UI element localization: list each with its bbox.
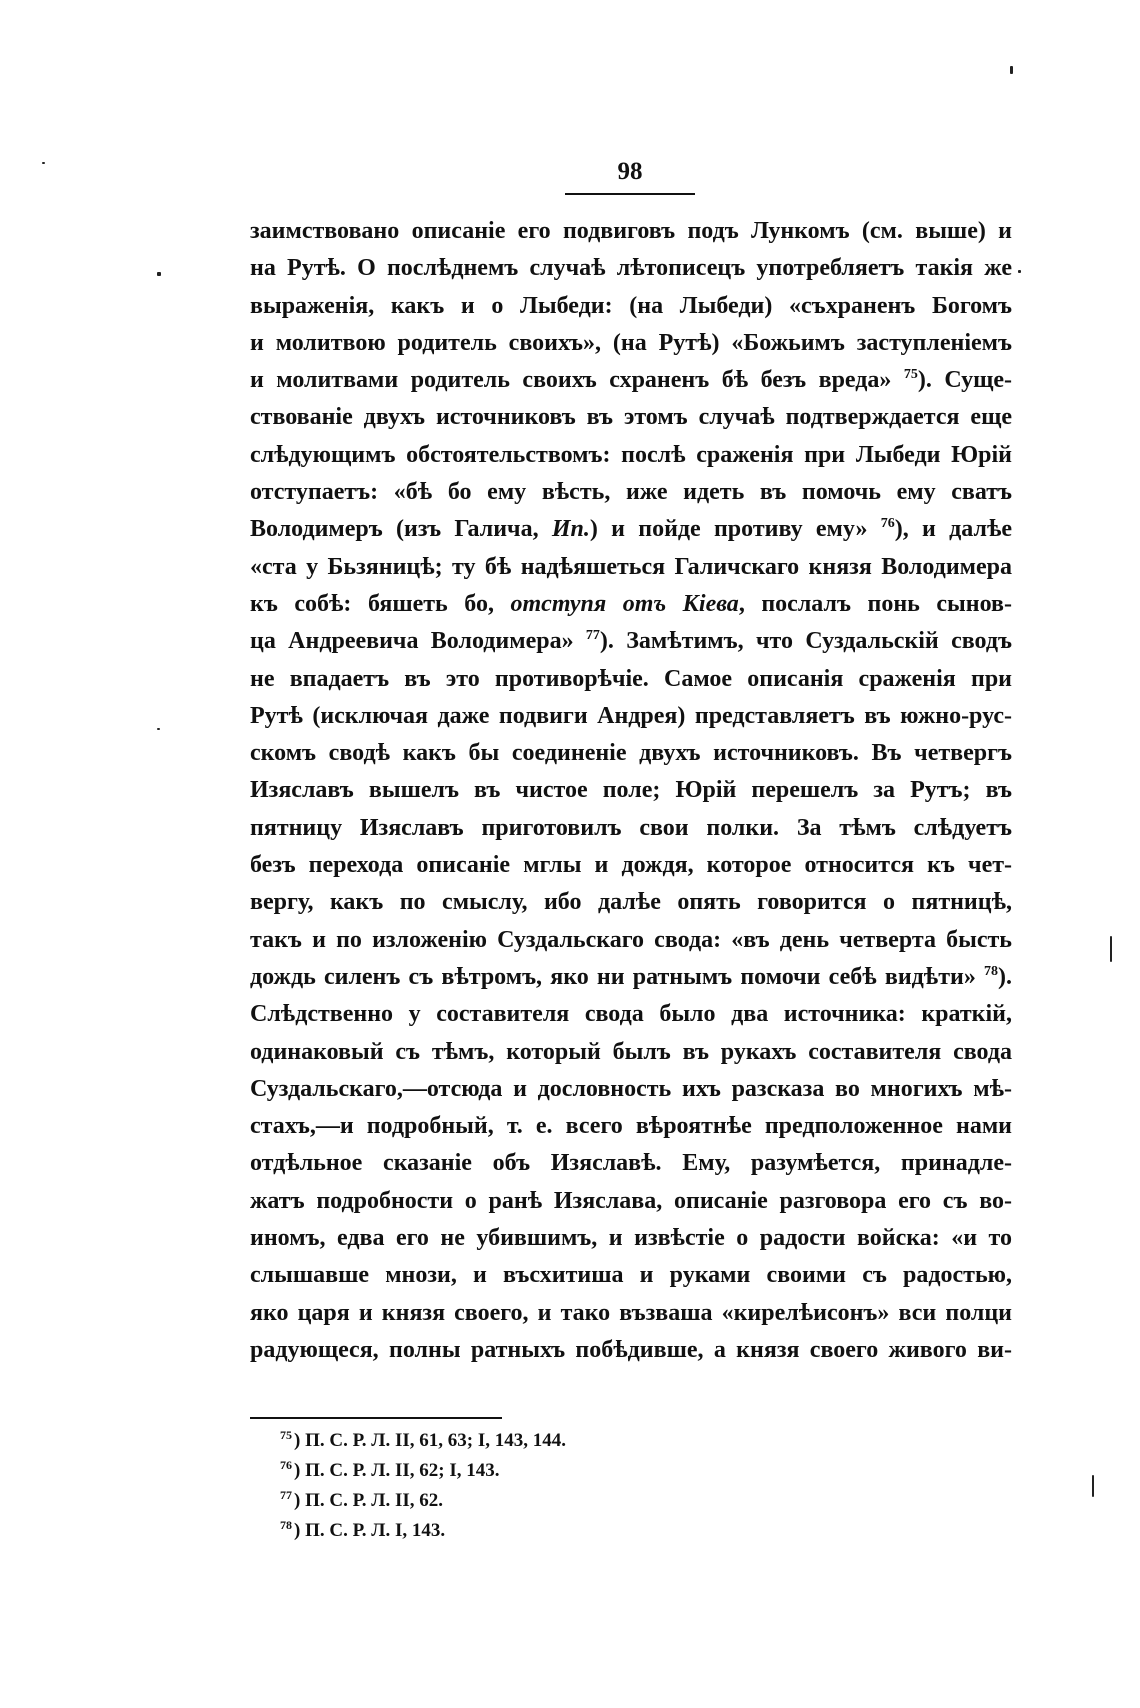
footnote (280, 1456, 680, 1486)
footnote-text: ) П. С. Р. Л. II, 62; I, 143. (294, 1460, 500, 1481)
text-line: жатъ подробности о ранѣ Изяслава, описанiе разговора его съ во- (250, 1187, 1012, 1214)
footnote-text: ) П. С. Р. Л. I, 143. (294, 1520, 446, 1541)
scan-speck (157, 272, 161, 276)
italic-abbreviation: Ип. (551, 516, 590, 543)
text-line: одинаковый съ тѣмъ, который былъ въ рукахъ составителя свода (250, 1038, 1012, 1065)
footnote (280, 1516, 680, 1546)
text-segment: ), и далѣе (894, 516, 1012, 543)
text-line (250, 959, 1012, 996)
page-number-rule (565, 193, 695, 195)
text-line: Суздальскаго,—отсюда и дословность ихъ разсказа во многихъ мѣ- (250, 1075, 1012, 1102)
text-line: на Рутѣ. О послѣднемъ случаѣ лѣтописецъ употребляетъ такiя же (250, 255, 1012, 282)
footnote-ref[interactable]: 75 (903, 367, 918, 383)
italic-quote: отступя отъ Кiева (510, 590, 739, 617)
text-segment: и молитвами родитель своихъ схраненъ бѣ безъ вреда» (250, 367, 904, 394)
text-segment: , послалъ понь сынов- (738, 590, 1012, 617)
text-line: слышавше мнози, и въсхитиша и руками своими съ радостью, (250, 1262, 1012, 1289)
text-segment: къ собѣ: бяшеть бо, (250, 590, 511, 617)
text-line: отступаетъ: «бѣ бо ему вѣсть, иже идеть въ помочь ему сватъ (250, 479, 1012, 506)
scan-speck (157, 728, 160, 730)
scan-speck (1092, 1475, 1094, 1497)
text-line: отдѣльное сказанiе объ Изяславѣ. Ему, разумѣется, принадле- (250, 1150, 1012, 1177)
text-segment: Володимеръ (изъ Галича, (250, 516, 552, 543)
text-line: яко царя и князя своего, и тако възваша «кирелѣисонъ» вси полци (250, 1299, 1012, 1326)
footnote-mark: 75 (280, 1428, 292, 1442)
text-segment: ) и пойде противу ему» (589, 516, 881, 543)
text-segment: дождь силенъ съ вѣтромъ, яко ни ратнымъ помочи себѣ видѣти» (250, 963, 984, 990)
text-line (250, 586, 1012, 623)
text-line: и молитвою родитель своихъ», (на Рутѣ) «Божьимъ заступленiемъ (250, 329, 1012, 356)
text-segment: ). Суще- (917, 367, 1012, 394)
footnote-text: ) П. С. Р. Л. II, 62. (294, 1490, 444, 1511)
footnote (280, 1486, 680, 1516)
text-line (250, 511, 1012, 548)
footnote-ref[interactable]: 76 (880, 516, 895, 532)
text-line (250, 623, 1012, 660)
footnote-ref[interactable]: 77 (585, 628, 600, 644)
text-line: «ста у Бьзяницѣ; ту бѣ надѣяшеться Галичскаго князя Володимера (250, 553, 1012, 580)
scan-speck (1010, 66, 1013, 74)
footnote-mark: 78 (280, 1518, 292, 1532)
footnote-ref[interactable]: 78 (984, 963, 998, 979)
text-line: выраженiя, какъ и о Лыбеди: (на Лыбеди) «съхраненъ Богомъ (250, 292, 1012, 319)
text-line: заимствовано описанiе его подвиговъ подъ Лункомъ (см. выше) и (250, 218, 1012, 244)
body-text (250, 213, 1012, 1369)
text-line: слѣдующимъ обстоятельствомъ: послѣ сраженiя при Лыбеди Юрiй (250, 441, 1012, 468)
text-line: такъ и по изложенiю Суздальскаго свода: «въ день четверта бысть (250, 926, 1012, 953)
text-line: безъ перехода описанiе мглы и дождя, которое относится къ чет- (250, 852, 1012, 879)
text-segment: ца Андреевича Володимера» (250, 628, 586, 655)
scan-speck (1110, 936, 1112, 962)
footnote-text: ) П. С. Р. Л. II, 61, 63; I, 143, 144. (294, 1430, 566, 1451)
text-line: пятницу Изяславъ приготовилъ свои полки. За тѣмъ слѣдуетъ (250, 814, 1012, 841)
text-line: скомъ сводѣ какъ бы соединенiе двухъ источниковъ. Въ четвергъ (250, 740, 1012, 767)
text-line: вергу, какъ по смыслу, ибо далѣе опять говорится о пятницѣ, (250, 889, 1012, 916)
text-segment: ). Замѣтимъ, что Суздальскiй сводъ (599, 628, 1012, 655)
scan-speck (42, 162, 45, 164)
text-line: Слѣдственно у составителя свода было два источника: краткiй, (250, 1001, 1012, 1028)
text-segment: ). (998, 963, 1012, 990)
text-line: Изяславъ вышелъ въ чистое поле; Юрiй перешелъ за Рутъ; въ (250, 777, 1012, 804)
text-line: не впадаетъ въ это противорѣчiе. Самое описанiя сраженiя при (250, 665, 1012, 692)
scan-speck (1018, 270, 1021, 273)
footnote-mark: 76 (280, 1458, 292, 1472)
footnote-mark: 77 (280, 1488, 292, 1502)
footnotes (280, 1426, 680, 1546)
text-line: стахъ,—и подробный, т. е. всего вѣроятнѣе предположенное нами (250, 1113, 1012, 1140)
text-line: ствованiе двухъ источниковъ въ этомъ случаѣ подтверждается еще (250, 404, 1012, 431)
text-line: иномъ, едва его не убившимъ, и извѣстiе о радости войска: «и то (250, 1225, 1012, 1252)
page-number: 98 (617, 158, 643, 185)
footnote (280, 1426, 680, 1456)
text-line (250, 362, 1012, 399)
text-line: радующеся, полны ратныхъ побѣдивше, а князя своего живого ви- (250, 1336, 1012, 1363)
text-line: Рутѣ (исключая даже подвиги Андрея) представляетъ въ южно-рус- (250, 702, 1012, 729)
footnote-separator (250, 1417, 502, 1419)
